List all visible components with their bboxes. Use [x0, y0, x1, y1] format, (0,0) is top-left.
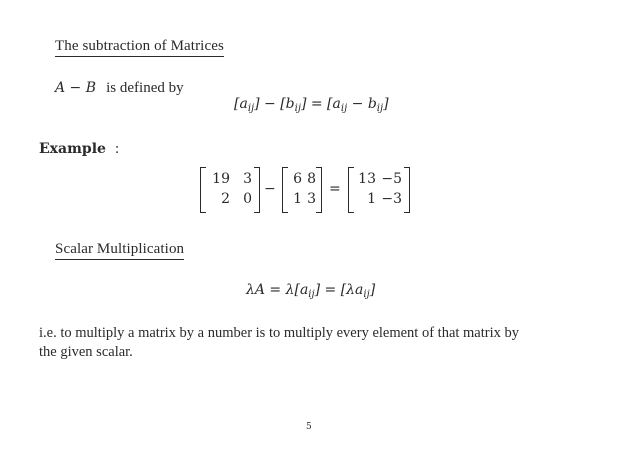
formula-part: λA = λ[a	[246, 282, 309, 298]
formula-subscript: ij	[247, 103, 255, 114]
formula-part: ] − [b	[254, 96, 295, 112]
formula-subscript: ij	[340, 103, 348, 114]
formula-subscript: ij	[294, 103, 301, 114]
matrix-cell: 2	[221, 191, 230, 207]
formula-subscript: ij	[308, 289, 315, 300]
example-label: Example	[39, 141, 106, 157]
formula-part: [a	[234, 96, 248, 112]
formula-part: ] = [a	[300, 96, 341, 112]
matrix-cell: 13	[358, 171, 376, 187]
scalar-multiplication-heading: Scalar Multiplication	[55, 241, 184, 260]
explanation-line-1: i.e. to multiply a matrix by a number is to multiply every element of that matrix by	[39, 325, 520, 341]
matrix-cell: −3	[381, 191, 402, 207]
matrix-cell: 8	[307, 171, 316, 187]
formula-part: − b	[347, 96, 377, 112]
matrix-cell: 0	[243, 191, 252, 207]
explanation-line-2: the given scalar.	[39, 344, 133, 360]
minus-operator: −	[264, 181, 276, 197]
right-bracket	[254, 167, 260, 213]
left-bracket	[200, 167, 206, 213]
matrix-a	[200, 167, 260, 213]
example-label-line	[39, 138, 119, 158]
subtraction-formula	[234, 96, 389, 113]
formula-subscript: ij	[363, 289, 370, 300]
equals-operator: =	[329, 181, 341, 197]
right-bracket	[404, 167, 410, 213]
right-bracket	[316, 167, 322, 213]
subtraction-heading: The subtraction of Matrices	[55, 38, 224, 57]
scalar-formula	[246, 282, 375, 299]
matrix-cell: −5	[381, 171, 402, 187]
definition-math: A − B	[55, 80, 97, 96]
matrix-equation	[200, 167, 420, 213]
formula-part: ]	[383, 96, 389, 112]
example-colon: :	[115, 141, 120, 157]
formula-part: ] = [λa	[314, 282, 364, 298]
matrix-cell: 3	[307, 191, 316, 207]
page-number: 5	[306, 422, 312, 432]
matrix-cell: 3	[243, 171, 252, 187]
formula-subscript: ij	[376, 103, 384, 114]
matrix-cell: 19	[212, 171, 230, 187]
matrix-cell: 6	[293, 171, 302, 187]
definition-line	[55, 77, 184, 97]
definition-text: is defined by	[106, 80, 184, 96]
formula-part: ]	[369, 282, 376, 298]
matrix-result	[348, 167, 410, 213]
matrix-cell: 1	[367, 191, 376, 207]
matrix-cell: 1	[293, 191, 302, 207]
matrix-b	[282, 167, 322, 213]
